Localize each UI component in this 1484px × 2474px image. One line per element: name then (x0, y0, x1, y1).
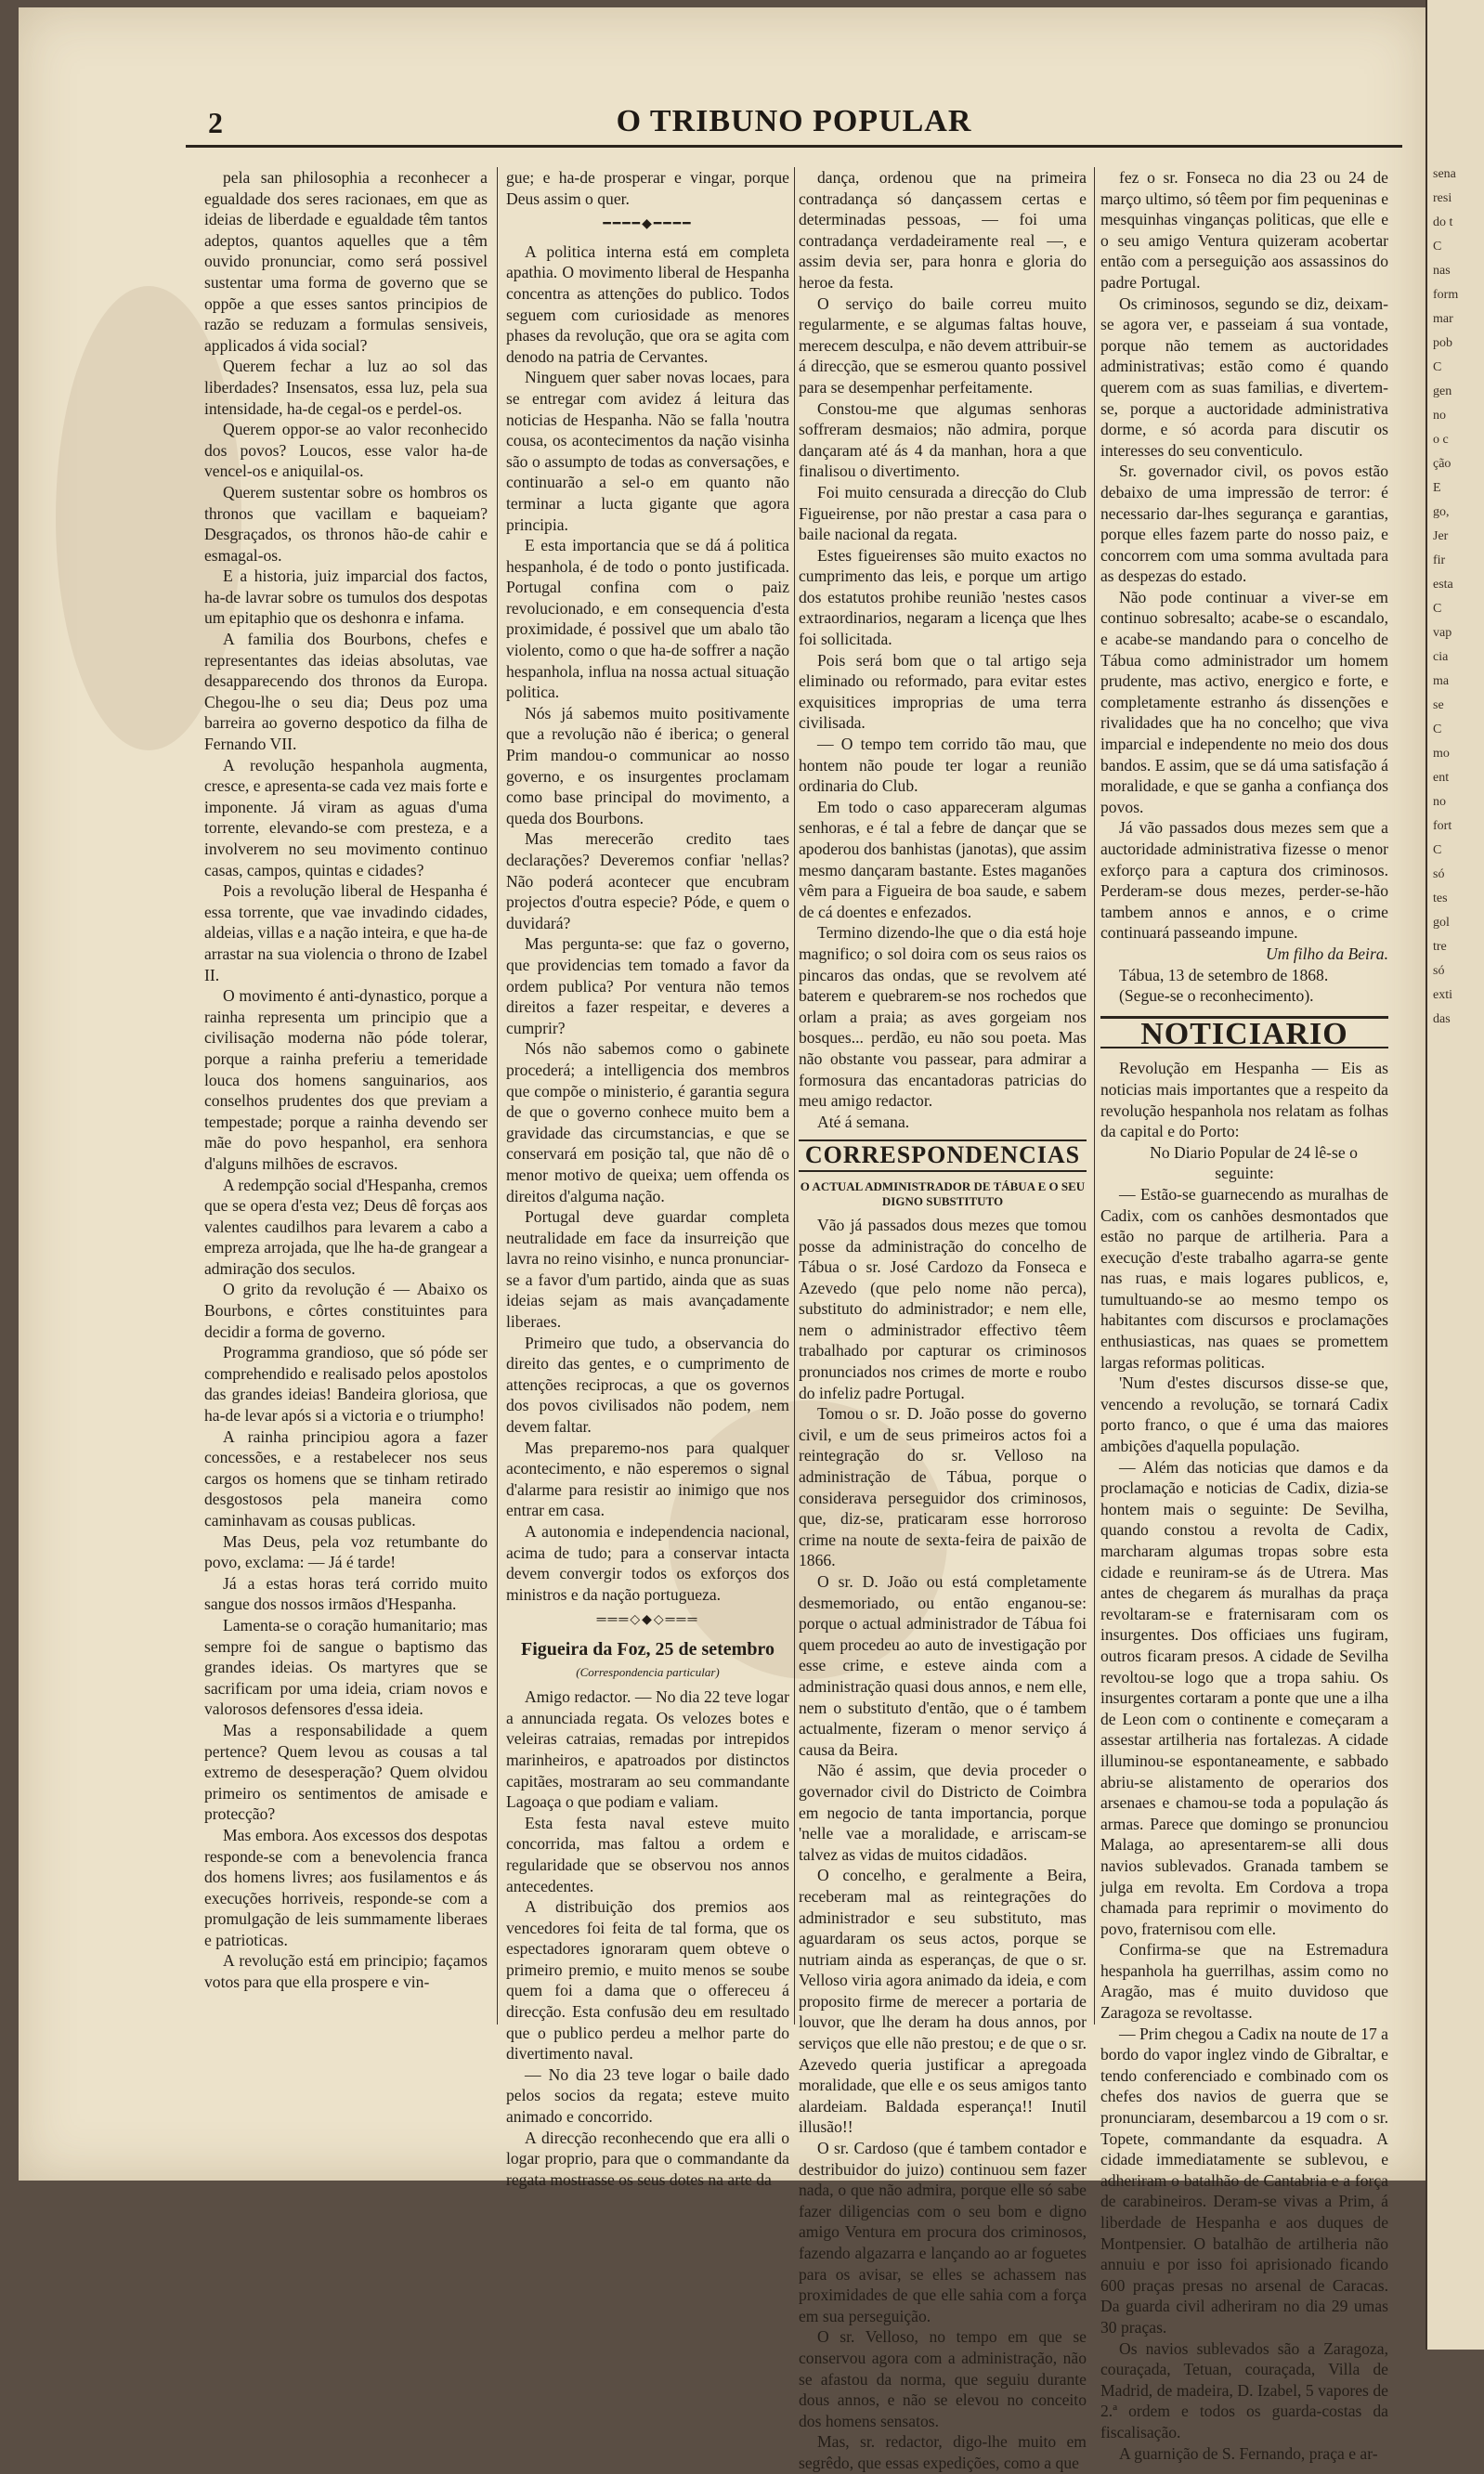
edge-text-fragment: C (1433, 240, 1442, 254)
edge-text-fragment: só (1433, 964, 1445, 978)
section-title: CORRESPONDENCIAS (799, 1139, 1087, 1172)
dateline: Tábua, 13 de setembro de 1868. (1119, 965, 1329, 984)
paragraph: Vão já passados dous mezes que tomou posse da administração do concelho de Tábua o sr. José Cardozo da Fonseca e Azevedo (que pelo nome não perca), substituto do administrador; e nem elle, nem o administrador effectivo têem trabalhado por capturar os criminosos pronunciados nos crimes de morte e roubo do infeliz padre Portugal. (799, 1215, 1087, 1402)
paragraph: A familia dos Bourbons, chefes e representantes das ideias absolutas, vae desapparecendo dos thronos da Europa. Chegou-lhe o seu dia; Deus poz uma barreira ao governo despotico da filha de Fernando VII. (204, 630, 488, 754)
edge-text-fragment: o c (1433, 433, 1449, 447)
paragraph: A revolução hespanhola augmenta, cresce, e apresenta-se cada vez mais forte e imponente. Já viram as aguas d'uma torrente, elevando-se com presteza, e a involverem no seu movimento continuo casas, campos, quintas e cidades? (204, 755, 488, 879)
paragraph: A autonomia e independencia nacional, acima de tudo; para a conservar intacta devem convergir todos os exforços dos ministros e da nação portugueza. (506, 1522, 789, 1604)
edge-text-fragment: resi (1433, 191, 1452, 205)
edge-text-fragment: das (1433, 1012, 1451, 1026)
edge-text-fragment: form (1433, 288, 1459, 302)
paragraph: Já vão passados dous mezes sem que a auctoridade administrativa fizesse o menor exforço para a captura dos criminosos. Perderam-se dous mezes, perder-se-hão tambem annos e annos, e o crime continuará passeando impune. (1100, 818, 1388, 943)
paragraph: Mas pergunta-se: que faz o governo, que providencias tem tomado a favor da ordem publica? Por ventura não temos direitos a fazer respeitar, e deveres a cumprir? (506, 934, 789, 1037)
paragraph: Querem fechar a luz ao sol das liberdades? Insensatos, essa luz, pela sua intensidade, ha-de cegal-os e perdel-os. (204, 357, 488, 418)
paragraph: Mas merecerão credito taes declarações? Deveremos confiar 'nellas? Não poderá acontecer que encubram projectos d'outra especie? Póde, e quem o duvidará? (506, 829, 789, 932)
column-3 (799, 167, 1087, 2474)
paragraph: Já a estas horas terá corrido muito sangue dos nossos irmãos d'Hespanha. (204, 1573, 488, 1614)
paragraph: O concelho, e geralmente a Beira, receberam mal as reintegrações do administrador e seu substituto, mas aguardaram os seus actos, porque se nutriam ainda as esperanças, de que o sr. Velloso viria agora animado da ideia, e com proposito firme de merecer a portaria de louvor, que lhe deram ha dous annos, por serviços que elle não prestou; e de que o sr. Azevedo queria justificar a apregoada moralidade, que elle e os seus amigos tanto alardeiam. Baldada esperança!! Inutil illusão!! (799, 1866, 1087, 2137)
edge-text-fragment: Jer (1433, 529, 1449, 543)
paragraph: Não é assim, que devia proceder o governador civil do Districto de Coimbra em negocio de tanta importancia, porque 'nelle vae a moralidade, e arriscam-se talvez as vidas de muitos cidadãos. (799, 1761, 1087, 1864)
page-number: 2 (208, 106, 223, 139)
edge-text-fragment: pob (1433, 336, 1452, 350)
edge-text-fragment: C (1433, 723, 1442, 736)
paragraph: Lamenta-se o coração humanitario; mas sempre foi de sangue o baptismo das grandes ideias. Os martyres que se sacrificam por uma ideia, criam novos e valorosos defensores d'essa ideia. (204, 1615, 488, 1719)
edge-text-fragment: sena (1433, 167, 1456, 181)
paragraph: A revolução está em principio; façamos votos para que ella prospere e vin- (204, 1951, 488, 1992)
paragraph: — Estão-se guarnecendo as muralhas de Cadix, com os canhões desmontados que estão no parque de artilheria. Para a execução d'este trabalho agarra-se gente nas ruas, e mais logares publicos, e, tumultuando-se ao mesmo tempo os habitantes com discursos e proclamações enthusiasticas, nas quaes se promettem largas reformas politicas. (1100, 1184, 1388, 1372)
masthead (186, 100, 1402, 148)
paragraph: A politica interna está em completa apathia. O movimento liberal de Hespanha concentra as attenções do publico. Todos seguem com curiosidade as menores phases da revolução, que ora se agita com denodo na patria de Cervantes. (506, 241, 789, 366)
paragraph: Mas embora. Aos excessos dos despotas responde-se com a benevolencia franca dos homens livres; aos fusilamentos e ás execuções horriveis, responde-se com a promulgação de leis summamente liberaes e patrioticas. (204, 1825, 488, 1949)
edge-text-fragment: C (1433, 843, 1442, 857)
paragraph: O sr. D. João ou está completamente desmemoriado, ou então enganou-se: porque o actual administrador de Tábua foi quem procedeu ao auto de investigação por esse crime, e esteve ainda com a administração quasi dous annos, e nem elle, nem o substituto d'então, que o é tambem actualmente, fizeram o menor serviço á causa da Beira. (799, 1572, 1087, 1759)
lead-paragraph: Revolução em Hespanha — Eis as noticias mais importantes que a respeito da revolução hespanhola nos relatam as folhas da capital e do Porto: (1100, 1059, 1388, 1141)
ornament-divider: ═══◇◆◇═══ (596, 1613, 699, 1628)
paragraph: dança, ordenou que na primeira contradança só dançassem certas e determinadas pessoas, — foi uma contradança verdadeiramente real —, e assim devia ser, para honra e gloria do heroe da festa. (799, 168, 1087, 292)
paragraph: O grito da revolução é — Abaixo os Bourbons, e côrtes constituintes para decidir a forma de governo. (204, 1280, 488, 1341)
edge-text-fragment: tes (1433, 892, 1448, 905)
paragraph: Tomou o sr. D. João posse do governo civil, e um de seus primeiros actos foi a reintegração do sr. Velloso na administração de Tábua, porque o considerava perseguidor dos criminosos, que, diz-se, praticaram esse horroroso crime na noute de sexta-feira de paixão de 1866. (799, 1404, 1087, 1570)
paragraph: A direcção reconhecendo que era alli o logar proprio, para que o commandante da regata mostrasse os seus dotes na arte da (506, 2128, 789, 2189)
paragraph: Mas preparemo-nos para qualquer acontecimento, e não esperemos o signal d'alarme para resistir ao inimigo que nos entrar em casa. (506, 1438, 789, 1520)
paragraph: — O tempo tem corrido tão mau, que hontem não poude ter logar a reunião ordinaria do Club. (799, 735, 1087, 796)
note: (Segue-se o reconhecimento). (1119, 986, 1314, 1006)
paragraph: O movimento é anti-dynastico, porque a rainha representa um principio que a civilisação moderna não póde tolerar, porque a rainha preferiu a temeridade louca dos homens sanguinarios, aos conselhos prudentes dos que previam a tempestade; porque a rainha devendo ser mãe do povo hespanhol, era senhora d'alguns milhões de escravos. (204, 986, 488, 1173)
ornament-divider: ━━━━◆━━━━ (603, 217, 693, 232)
edge-text-fragment: ent (1433, 771, 1450, 785)
paragraph: — Prim chegou a Cadix na noute de 17 a bordo do vapor inglez vindo de Gibraltar, e tendo conferenciado e combinado com os chefes dos navios de guerra que se pronunciaram, desembarcou a 19 com o sr. Topete, commandante da esquadra. A cidade immediatamente se sublevou, e adheriram o batalhão de Cantabria e a força de carabineiros. Deram-se vivas a Prim, á liberdade de Hespanha e aos duques de Montpensier. O batalhão de artilheria não annuiu e por isso foi aprisionado ficando 600 praças presas no arsenal de Caracas. Da guarda civil adheriram no dia 29 umas 30 praças. (1100, 2024, 1388, 2337)
edge-text-fragment: fir (1433, 553, 1446, 567)
paragraph: Estes figueirenses são muito exactos no cumprimento das leis, e porque um artigo dos estatutos prohibe reunião 'nestes casos extraordinarios, negaram a licença que lhes foi sollicitada. (799, 545, 1087, 649)
paragraph: Amigo redactor. — No dia 22 teve logar a annunciada regata. Os velozes botes e veleiras catraias, remadas por intrepidos marinheiros, e apatroados por distinctos capitães, mostraram ao seu commandante Lagoaça o que podiam e valiam. (506, 1687, 789, 1812)
paragraph: Não pode continuar a viver-se em continuo sobresalto; acabe-se o escandalo, e acabe-se mandando para o concelho de Tábua como administrador um homem prudente, mas activo, energico e forte, e completamente estranho ás dissenções e rivalidades que ha no concelho; que viva imparcial e independente no meio dos dous bandos. E assim, que se dá uma satisfação á moralidade, e que se ganha a confiança dos povos. (1100, 587, 1388, 816)
paragraph: Sr. governador civil, os povos estão debaixo de uma impressão de terror: é necessario dar-lhes segurança e garantias, porque elles fazem parte do nosso paiz, e concorrem com uma somma avultada para as despezas do estado. (1100, 462, 1388, 586)
paragraph: Pois será bom que o tal artigo seja eliminado ou reformado, para evitar estes exquisitices improprias de uma terra civilisada. (799, 650, 1087, 733)
edge-text-fragment: esta (1433, 578, 1453, 592)
edge-text-fragment: vap (1433, 626, 1452, 640)
paragraph: Esta festa naval esteve muito concorrida, mas faltou a ordem e regularidade que se observou nos annos antecedentes. (506, 1813, 789, 1895)
paragraph: O sr. Cardoso (que é tambem contador e destribuidor do juizo) continuou sem fazer nada, o que não admira, porque elle só sabe fazer diligencias com o seu bom e digno amigo Ventura em procura dos criminosos, fazendo algazarra e lançando ao ar foguetes para os avisar, se elles se achassem nas proximidades de que elle sahia com a força em sua perseguição. (799, 2139, 1087, 2325)
newspaper-title: O TRIBUNO POPULAR (616, 104, 972, 138)
column-4 (1100, 167, 1388, 2464)
paragraph: — No dia 23 teve logar o baile dado pelos socios da regata; esteve muito animado e concorrido. (506, 2064, 789, 2127)
edge-text-fragment: no (1433, 795, 1446, 809)
edge-text-fragment: mar (1433, 312, 1453, 326)
article-byline: (Correspondencia particular) (576, 1664, 720, 1679)
paragraph: Pois a revolução liberal de Hespanha é essa torrente, que vae invadindo cidades, aldeias, villas e a nação inteira, e que ha-de arrastar na sua violencia o throno de Izabel II. (204, 881, 488, 984)
paragraph: — Além das noticias que damos e da proclamação e noticias de Cadix, dizia-se hontem mais o seguinte: De Sevilha, quando constou a revolta de Cadix, marcharam algumas tropas sobre esta cidade e reuniram-se ás de Utrera. Mas antes de chegarem ás muralhas da praça revoltaram-se e fraternisaram com os insurgentes. Dos officiaes uns fugiram, outros ficaram presos. A cidade de Sevilha revoltou-se logo que a tropa sahiu. Os insurgentes cortaram a ponte que une a ilha de Leon com o continente e começaram a assestar artilheria nas fortalezas. A cidade illuminou-se espontaneamente, e sabbado abriu-se alistamento de operarios dos arsenaes e chamou-se toda a população ás armas. Parece que domingo se pronunciou Malaga, ao apresentarem-se alli dous navios sublevados. Granada tambem se julga em revolta. Em Cordova a tropa chamada para reprimir o movimento do povo, fraternisou com elle. (1100, 1457, 1388, 1938)
column-2 (506, 167, 789, 2190)
continued-text: gue; e ha-de prosperar e vingar, porque Deus assim o quer. (506, 168, 789, 208)
paragraph: Nós já sabemos muito positivamente que a revolução não é iberica; o general Prim mandou-o communicar ao nosso governo, e os insurgentes proclamam como base principal do movimento, a queda dos Bourbons. (506, 703, 789, 827)
paragraph: Termino dizendo-lhe que o dia está hoje magnifico; o sol doira com os seus raios os pincaros das ondas, que se revolvem até baterem e quebrarem-se nos rochedos que orlam a praia; as aves gorgeiam nos bosques... perdão, eu não sou poeta. Mas não obstante vou passear, para admirar a formosura das encantadoras patricias do meu amigo redactor. (799, 923, 1087, 1111)
paragraph: Foi muito censurada a direcção do Club Figueirense, por não prestar a casa para o baile nacional da regata. (799, 482, 1087, 544)
column-1 (204, 167, 488, 1993)
paragraph: Os criminosos, segundo se diz, deixam-se agora ver, e passeiam á sua vontade, porque não temem as auctoridades administrativas; estão como é quando querem com as suas familias, e divertem-se, porque a auctoridade administrativa dorme, e só acorda para discutir os interesses do seu conventiculo. (1100, 293, 1388, 460)
column-rule (794, 167, 795, 2025)
edge-text-fragment: tre (1433, 940, 1447, 954)
paragraph: 'Num d'estes discursos disse-se que, vencendo a revolução, se tornará Cadix porto franco, o que é uma das maiores ambições d'aquella população. (1100, 1374, 1388, 1456)
paragraph: Em todo o caso appareceram algumas senhoras, e é tal a febre de dançar que se apoderou dos banhistas (janotas), que assim mesmo dançaram bastante. Estes maganões vêm para a Figueira de boa saude, e sabem de cá doentes e enfezados. (799, 797, 1087, 921)
signature: Um filho da Beira. (1266, 944, 1388, 963)
paragraph: Portugal deve guardar completa neutralidade em face da insurreição que lavra no reino visinho, e nunca pronunciar-se a favor d'um partido, ainda que as suas ideias sejam as mais avançadamente liberaes. (506, 1207, 789, 1332)
paragraph: Mas, sr. redactor, digo-lhe muito em segrêdo, que essas expedições, como a que (799, 2432, 1087, 2472)
paragraph: Nós não sabemos como o gabinete procederá; a intelligencia dos membros que compõe o ministerio, é garantia segura de que o governo conhece muito bem a gravidade das circumstancias, e que se conservará em posição tal, que não dê o menor motivo de queixa; uem offenda os direitos d'alguma nação. (506, 1039, 789, 1205)
paragraph: A guarnição de S. Fernando, praça e ar- (1119, 2443, 1378, 2463)
edge-text-fragment: do t (1433, 215, 1453, 229)
edge-text-fragment: nas (1433, 264, 1451, 278)
edge-text-fragment: cia (1433, 650, 1449, 664)
paragraph: A redempção social d'Hespanha, cremos que se opera d'esta vez; Deus dê forças aos valentes caudilhos para levarem a cabo a empreza arrojada, que lhe ha-de grangear a admiração dos seculos. (204, 1175, 488, 1278)
paragraph: Mas Deus, pela voz retumbante do povo, exclama: — Já é tarde! (204, 1531, 488, 1572)
edge-text-fragment: C (1433, 360, 1442, 374)
paragraph: fez o sr. Fonseca no dia 23 ou 24 de março ultimo, só têem por fim pequeninas e mesquinhas vinganças politicas, que elle e o seu amigo Ventura quizeram acobertar então com a perseguição aos assassinos do padre Portugal. (1100, 168, 1388, 292)
paragraph: O serviço do baile correu muito regularmente, e se algumas faltas houve, merecem desculpa, e não devem attribuir-se á direcção, que se esmerou quanto possivel para se desempenhar perfeitamente. (799, 293, 1087, 397)
edge-text-fragment: C (1433, 602, 1442, 616)
edge-text-fragment: E (1433, 481, 1441, 495)
paragraph: Mas a responsabilidade a quem pertence? Quem levou as cousas a tal extremo de desesperação? Quem olvidou primeiro os sentimentos de amisade e protecção? (204, 1720, 488, 1824)
edge-text-fragment: se (1433, 698, 1444, 712)
paragraph: E esta importancia que se dá á politica hespanhola, é de todo o ponto justificada. Portugal confina com o paiz revolucionado, e em consequencia d'esta proximidade, é possivel que um abalo tão violento, como o que ha-de soffrer a nação hespanhola, influa na nossa actual situação politica. (506, 536, 789, 702)
column-rule (497, 167, 498, 2025)
edge-text-fragment: só (1433, 867, 1445, 881)
paragraph: Até á semana. (817, 1112, 910, 1131)
paragraph: Constou-me que algumas senhoras soffreram desmaios; não admira, porque dançaram até ás 4 da manhan, hora a que finalisou o divertimento. (799, 398, 1087, 481)
paragraph: A rainha principiou agora a fazer concessões, e a restabelecer nos seus cargos os homens que se tinham retirado desgostosos pela maneira como caminhavam as cousas publicas. (204, 1426, 488, 1530)
article-headline: Figueira da Foz, 25 de setembro (521, 1638, 775, 1660)
paragraph: Querem sustentar sobre os hombros os thronos que vacillam e baqueiam? Desgraçados, os thronos hão-de cahir e esmagal-os. (204, 482, 488, 565)
paragraph: Primeiro que tudo, a observancia do direito das gentes, e o cumprimento de attenções reciprocas, a que os governos dos povos civilisados não podem, nem devem faltar. (506, 1333, 789, 1437)
paragraph: Programma grandioso, que só póde ser comprehendido e realisado pelos apostolos das grandes ideias! Bandeira gloriosa, que ha-de levar após si a victoria e o triumpho! (204, 1343, 488, 1426)
adjacent-page-edge (1425, 0, 1484, 2350)
paragraph: A distribuição dos premios aos vencedores foi feita de tal forma, que os espectadores ignoraram quem obteve o primeiro premio, e muito menos se soube quem foi a dama que o offereceu á direcção. Esta confusão deu em resultado que o publico perdeu a melhor parte do divertimento naval. (506, 1897, 789, 2064)
paragraph: O sr. Velloso, no tempo em que se conservou agora com a administração, não se afastou da norma, que seguiu durante dous annos, e não se elevou no conceito dos homens sensatos. (799, 2327, 1087, 2430)
paragraph: E a historia, juiz imparcial dos factos, ha-de lavrar sobre os tumulos dos despotas um epitaphio que os deshonra e infama. (204, 566, 488, 628)
paragraph: Confirma-se que na Estremadura hespanhola ha guerrilhas, assim como no Aragão, mas é muito duvidoso que Zaragoza se revoltasse. (1100, 1940, 1388, 2023)
paragraph: pela san philosophia a reconhecer a egualdade dos seres racionaes, em que as ideias de liberdade e egualdade têm tantos adeptos, quantos aquelles que a têm ouvido pronunciar, como será possivel sustentar uma forma de governo que se oppõe a que esses santos principios de razão se reduzam a formulas sensiveis, applicados á vida social? (204, 168, 488, 355)
edge-text-fragment: mo (1433, 747, 1450, 761)
paragraph: Querem oppor-se ao valor reconhecido dos povos? Loucos, esse valor ha-de vencel-os e aniquilal-os. (204, 420, 488, 481)
edge-text-fragment: ção (1433, 457, 1451, 471)
edge-text-fragment: gol (1433, 916, 1450, 930)
edge-text-fragment: fort (1433, 819, 1452, 833)
source-line: No Diario Popular de 24 lê-se o seguinte: (1150, 1142, 1358, 1183)
edge-text-fragment: exti (1433, 988, 1452, 1002)
edge-text-fragment: no (1433, 409, 1446, 423)
paragraph: Ninguem quer saber novas locaes, para se entregar com avidez á leitura das noticias de Hespanha. Não se falla 'noutra cousa, os acontecimentos da nação visinha são o assumpto de todas as conversações, e continuarão a sel-o em quanto não terminar a lucta gigante que agora principia. (506, 368, 789, 534)
noticiario-title: NOTICIARIO (1100, 1016, 1388, 1049)
column-rule (1094, 167, 1095, 2025)
article-subtitle: O ACTUAL ADMINISTRADOR DE TÁBUA E O SEU DIGNO SUBSTITUTO (800, 1178, 1086, 1208)
edge-text-fragment: ma (1433, 674, 1450, 688)
edge-text-fragment: go, (1433, 505, 1450, 519)
edge-text-fragment: gen (1433, 384, 1452, 398)
paragraph: Os navios sublevados são a Zaragoza, couraçada, Tetuan, couraçada, Villa de Madrid, de madeira, D. Izabel, 5 vapores de 2.ª ordem e todos os guarda-costas da fiscalisação. (1100, 2338, 1388, 2441)
